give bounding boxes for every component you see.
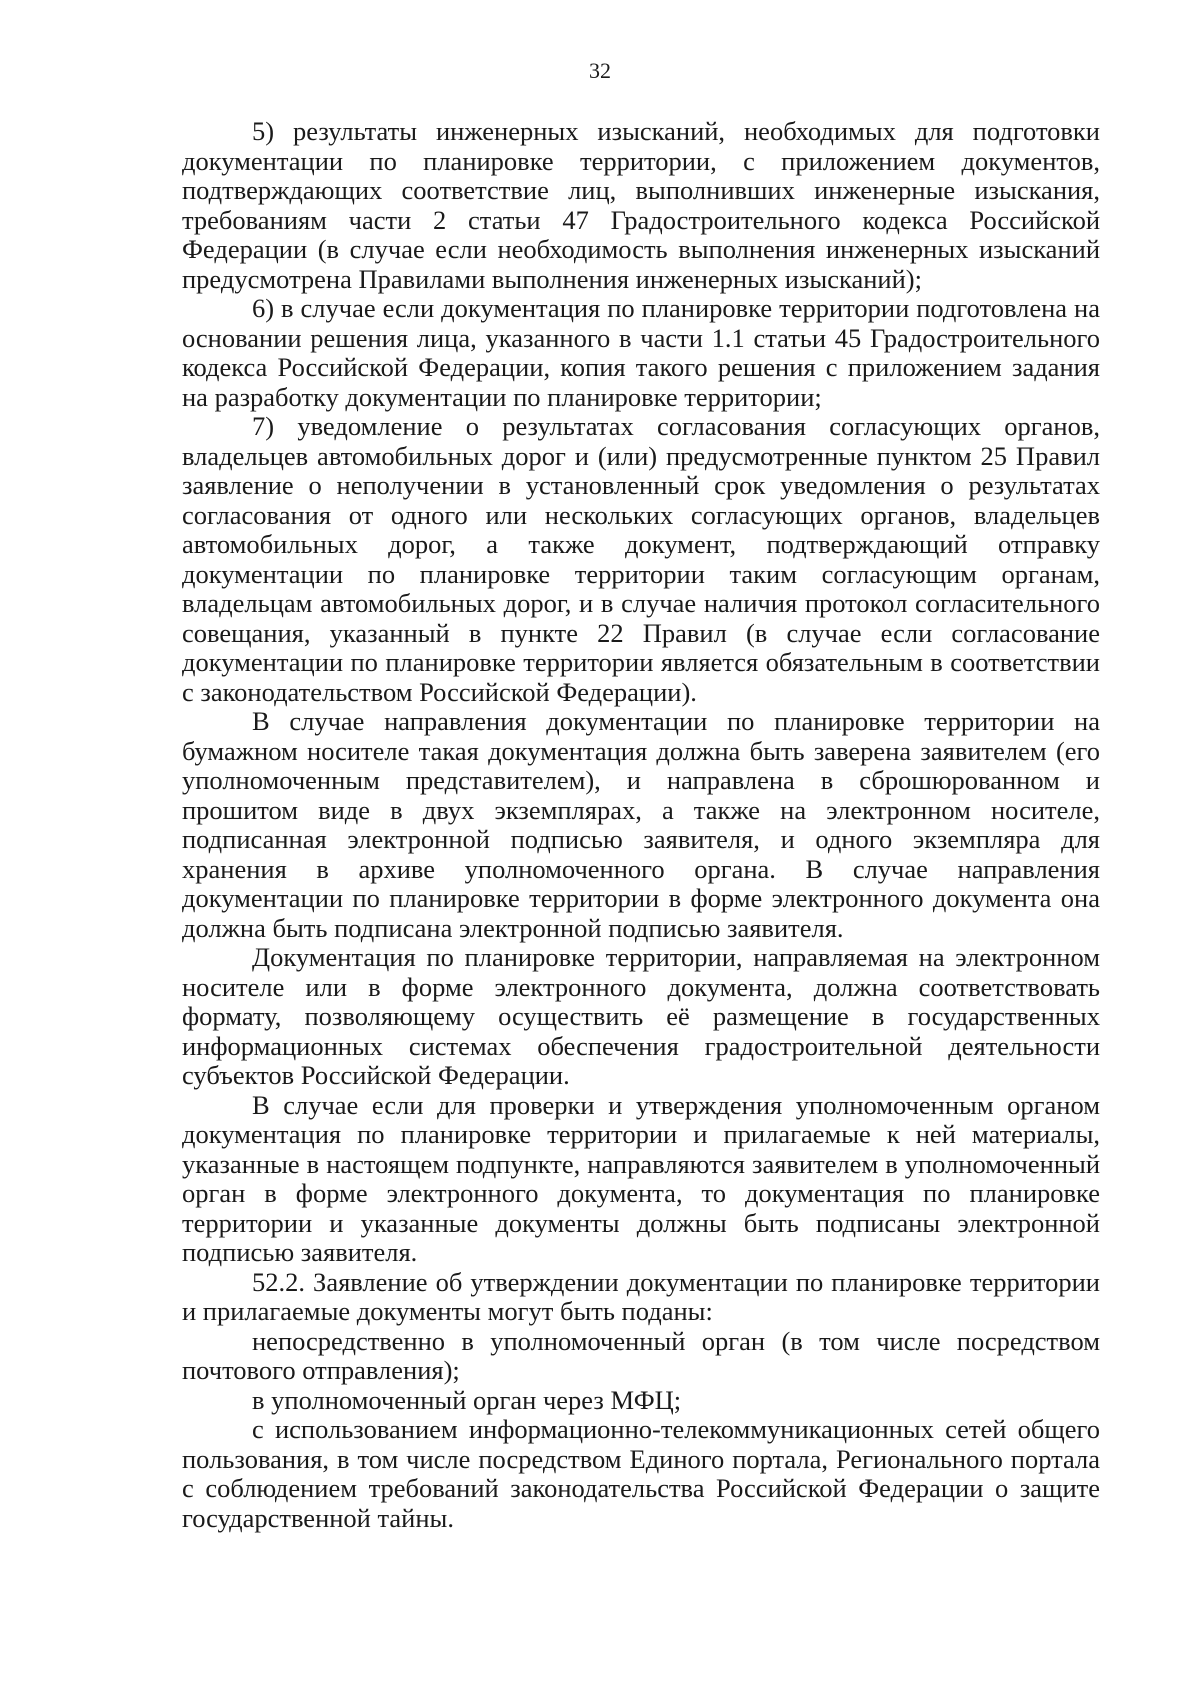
document-body xyxy=(182,117,1100,1533)
paragraph-52-2: 52.2. Заявление об утверждении документации по планировке территории и прилагаемые документы могут быть поданы: xyxy=(182,1266,1100,1326)
paragraph-item-6: 6) в случае если документация по планировке территории подготовлена на основании решения лица, указанного в части 1.1 статьи 45 Градостроительного кодекса Российской Федерации, копия такого решения с приложением задания на разработку документации по планировке территории; xyxy=(182,293,1100,412)
paragraph-electronic-format: Документация по планировке территории, направляемая на электронном носителе или в форме электронного документа, должна соответствовать формату, позволяющему осуществить её размещение в государственных информационных системах обеспечения градостроительной деятельности субъектов Российской Федерации. xyxy=(182,942,1100,1090)
paragraph-submission-online: с использованием информационно-телекоммуникационных сетей общего пользования, в том числе посредством Единого портала, Регионального портала с соблюдением требований законодательства Российской Федерации о защите государственной тайны. xyxy=(182,1414,1100,1533)
paragraph-electronic-signature: В случае если для проверки и утверждения уполномоченным органом документация по планировке территории и прилагаемые к ней материалы, указанные в настоящем подпункте, направляются заявителем в уполномоченный орган в форме электронного документа, то документация по планировке территории и указанные документы должны быть подписаны электронной подписью заявителя. xyxy=(182,1089,1100,1267)
paragraph-paper-submission: В случае направления документации по планировке территории на бумажном носителе такая документация должна быть заверена заявителем (его уполномоченным представителем), и направлена в сброшюрованном и прошитом виде в двух экземплярах, а также на электронном носителе, подписанная электронной подписью заявителя, и одного экземпляра для хранения в архиве уполномоченного органа. В случае направления документации по планировке территории в форме электронного документа она должна быть подписана электронной подписью заявителя. xyxy=(182,706,1100,943)
page-number: 32 xyxy=(589,58,611,83)
paragraph-submission-direct: непосредственно в уполномоченный орган (в том числе посредством почтового отправления); xyxy=(182,1325,1100,1385)
paragraph-item-7: 7) уведомление о результатах согласования согласующих органов, владельцев автомобильных дорог и (или) предусмотренные пунктом 25 Правил заявление о неполучении в установленный срок уведомления о результатах согласования от одного или нескольких согласующих органов, владельцев автомобильных дорог, а также документ, подтверждающий отправку документации по планировке территории таким согласующим органам, владельцам автомобильных дорог, и в случае наличия протокол согласительного совещания, указанный в пункте 22 Правил (в случае если согласование документации по планировке территории является обязательным в соответствии с законодательством Российской Федерации). xyxy=(182,411,1100,707)
paragraph-item-5: 5) результаты инженерных изысканий, необходимых для подготовки документации по планировке территории, с приложением документов, подтверждающих соответствие лиц, выполнивших инженерные изыскания, требованиям части 2 статьи 47 Градостроительного кодекса Российской Федерации (в случае если необходимость выполнения инженерных изысканий предусмотрена Правилами выполнения инженерных изысканий); xyxy=(182,116,1100,294)
paragraph-submission-mfc: в уполномоченный орган через МФЦ; xyxy=(252,1384,682,1415)
